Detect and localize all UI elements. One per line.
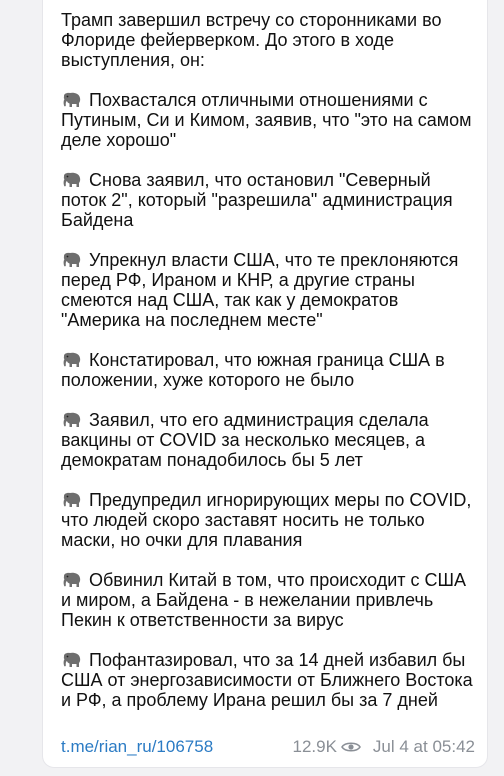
post-link[interactable]: t.me/rian_ru/106758 — [61, 737, 214, 756]
message-timestamp: Jul 4 at 05:42 — [372, 737, 475, 756]
list-item — [61, 410, 477, 470]
message-intro: Трамп завершил встречу со сторонниками во Флориде фейерверком. До этого в ходе выступления, он: — [61, 10, 442, 70]
list-item — [61, 490, 477, 550]
list-item — [61, 170, 477, 230]
list-item-text: Снова заявил, что остановил "Северный поток 2", который "разрешила" администрация Байдена — [61, 170, 453, 230]
eye-icon — [341, 741, 361, 753]
elephant-icon — [61, 652, 83, 668]
list-item — [61, 250, 477, 330]
list-item — [61, 650, 477, 710]
list-item — [61, 350, 477, 390]
list-item — [61, 570, 477, 630]
elephant-icon — [61, 92, 83, 108]
elephant-icon — [61, 572, 83, 588]
list-item-text: Пофантазировал, что за 14 дней избавил бы США от энергозависимости от Ближнего Востока и РФ, а проблему Ирана решил бы за 7 дней — [61, 650, 473, 710]
elephant-icon — [61, 252, 83, 268]
message-text — [61, 10, 477, 730]
message-footer — [61, 737, 475, 757]
list-item-text: Заявил, что его администрация сделала вакцины от COVID за несколько месяцев, а демократам понадобилось бы 5 лет — [61, 410, 429, 470]
list-item-text: Похвастался отличными отношениями с Путиным, Си и Кимом, заявив, что "это на самом деле хорошо" — [61, 90, 472, 150]
list-item-text: Обвинил Китай в том, что происходит с США и миром, а Байдена - в нежелании привлечь Пекин к ответственности за вирус — [61, 570, 467, 630]
elephant-icon — [61, 352, 83, 368]
elephant-icon — [61, 492, 83, 508]
list-item-text: Предупредил игнорирующих меры по COVID, что людей скоро заставят носить не только маски, но очки для плавания — [61, 490, 472, 550]
list-item-text: Упрекнул власти США, что те преклоняются перед РФ, Ираном и КНР, а другие страны смеются над США, так как у демократов "Америка на последнем месте" — [61, 250, 459, 330]
list-item-text: Констатировал, что южная граница США в положении, хуже которого не было — [61, 350, 445, 390]
message-meta — [292, 737, 475, 757]
view-count: 12.9K — [292, 737, 337, 756]
elephant-icon — [61, 412, 83, 428]
message-bubble — [42, 0, 488, 768]
elephant-icon — [61, 172, 83, 188]
list-item — [61, 90, 477, 150]
